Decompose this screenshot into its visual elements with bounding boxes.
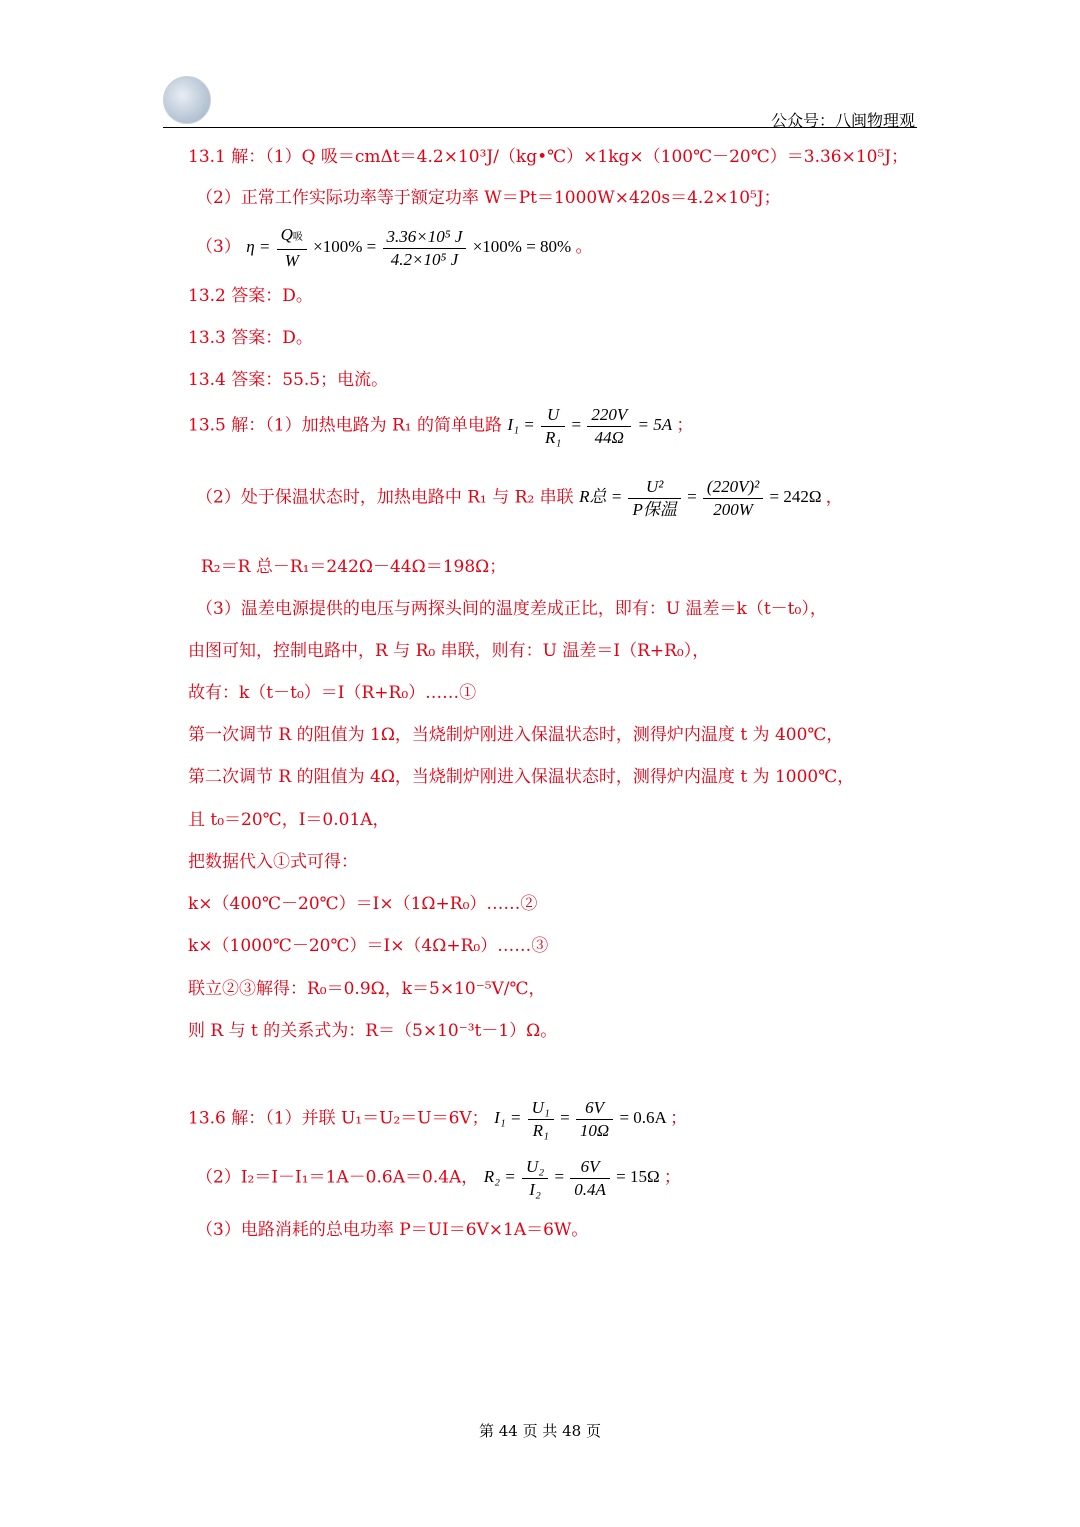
line-13-6-1: 13.6 解：（1）并联 U₁＝U₂＝U＝6V； I₁ = $\frac{\text{U₁}}{\text{R₁}}$ = $\frac{6V}{10\Omega}$ = 0.6A ； <box>188 1098 688 1140</box>
formula-efficiency: η = $\frac{\text{Q吸}}{W}$ ×100% = $\frac{\text{3.36×10⁵ J}}{\text{4.2×10⁵ J}}$ ×100% = 80% <box>246 225 572 270</box>
line-13-1-2: （2）正常工作实际功率等于额定功率 W＝Pt＝1000W×420s＝4.2×10⁵J； <box>196 188 781 208</box>
page-number: 第 44 页 共 48 页 <box>478 1422 601 1440</box>
line-13-5-13: 则 R 与 t 的关系式为：R＝（5×10⁻³t－1）Ω。 <box>188 1021 558 1041</box>
line-13-5-7: 第二次调节 R 的阻值为 4Ω，当烧制炉刚进入保温状态时，测得炉内温度 t 为 1000℃， <box>188 767 855 787</box>
logo <box>163 76 211 124</box>
line-13-5-4: 由图可知，控制电路中，R 与 R₀ 串联，则有：U 温差＝I（R+R₀）， <box>188 641 710 661</box>
line-13-5-11: k×（1000℃－20℃）＝I×（4Ω+R₀）……③ <box>188 936 549 956</box>
line-13-5-1: 13.5 解：（1）加热电路为 R₁ 的简单电路 I₁ = $\frac{U}{\text{R₁}}$ = $\frac{220V}{44\Omega}$ = 5A ； <box>188 405 694 447</box>
formula-i1: I₁ = $\frac{U}{\text{R₁}}$ = $\frac{220V}{44\Omega}$ = 5A <box>507 405 673 447</box>
header-account: 公众号：八闽物理观 <box>770 111 915 130</box>
line-13-2: 13.2 答案：D。 <box>188 286 313 306</box>
line-13-5-5: 故有：k（t－t₀）＝I（R+R₀）……① <box>188 683 477 703</box>
line-13-5-2: （2）处于保温状态时，加热电路中 R₁ 与 R₂ 串联 R总 = $\frac{\text{U²}}{\text{P保温}}$ = $\frac{\text{(220V)²}}{200W}$ = 242Ω ， <box>196 477 843 519</box>
line-13-5-3: （3）温差电源提供的电压与两探头间的温度差成正比，即有：U 温差＝k（t－t₀）， <box>196 599 827 619</box>
formula-r2: R₂ = $\frac{\text{U₂}}{\text{I₂}}$ = $\frac{6V}{0.4A}$ = 15Ω <box>483 1157 660 1199</box>
line-13-3: 13.3 答案：D。 <box>188 328 313 348</box>
line-13-5-r2: R₂＝R 总－R₁＝242Ω－44Ω＝198Ω； <box>201 557 507 577</box>
line-13-5-9: 把数据代入①式可得： <box>188 852 358 872</box>
line-13-5-6: 第一次调节 R 的阻值为 1Ω，当烧制炉刚进入保温状态时，测得炉内温度 t 为 400℃， <box>188 725 844 745</box>
line-13-6-3: （3）电路消耗的总电功率 P＝UI＝6V×1A＝6W。 <box>196 1220 589 1240</box>
line-13-5-8: 且 t₀＝20℃，I＝0.01A， <box>188 810 390 830</box>
formula-rtotal: R总 = $\frac{\text{U²}}{\text{P保温}}$ = $\frac{\text{(220V)²}}{200W}$ = 242Ω <box>579 477 822 519</box>
line-13-4: 13.4 答案：55.5；电流。 <box>188 370 389 390</box>
line-13-1-3: （3） η = $\frac{\text{Q吸}}{W}$ ×100% = $\frac{\text{3.36×10⁵ J}}{\text{4.2×10⁵ J}}$ ×100% = 80% 。 <box>196 225 593 270</box>
line-13-1: 13.1 解：（1）Q 吸＝cmΔt＝4.2×10³J/（kg•℃）×1kg×（100℃－20℃）＝3.36×10⁵J； <box>188 147 909 167</box>
formula-i1-parallel: I₁ = $\frac{\text{U₁}}{\text{R₁}}$ = $\frac{6V}{10\Omega}$ = 0.6A <box>494 1098 666 1140</box>
header-rule <box>163 127 917 128</box>
line-13-5-12: 联立②③解得：R₀＝0.9Ω，k＝5×10⁻⁵V/℃， <box>188 979 546 999</box>
line-13-6-2: （2）I₂＝I－I₁＝1A－0.6A＝0.4A， R₂ = $\frac{\text{U₂}}{\text{I₂}}$ = $\frac{6V}{0.4A}$ = 15Ω ； <box>196 1157 681 1199</box>
line-13-5-10: k×（400℃－20℃）＝I×（1Ω+R₀）……② <box>188 894 538 914</box>
